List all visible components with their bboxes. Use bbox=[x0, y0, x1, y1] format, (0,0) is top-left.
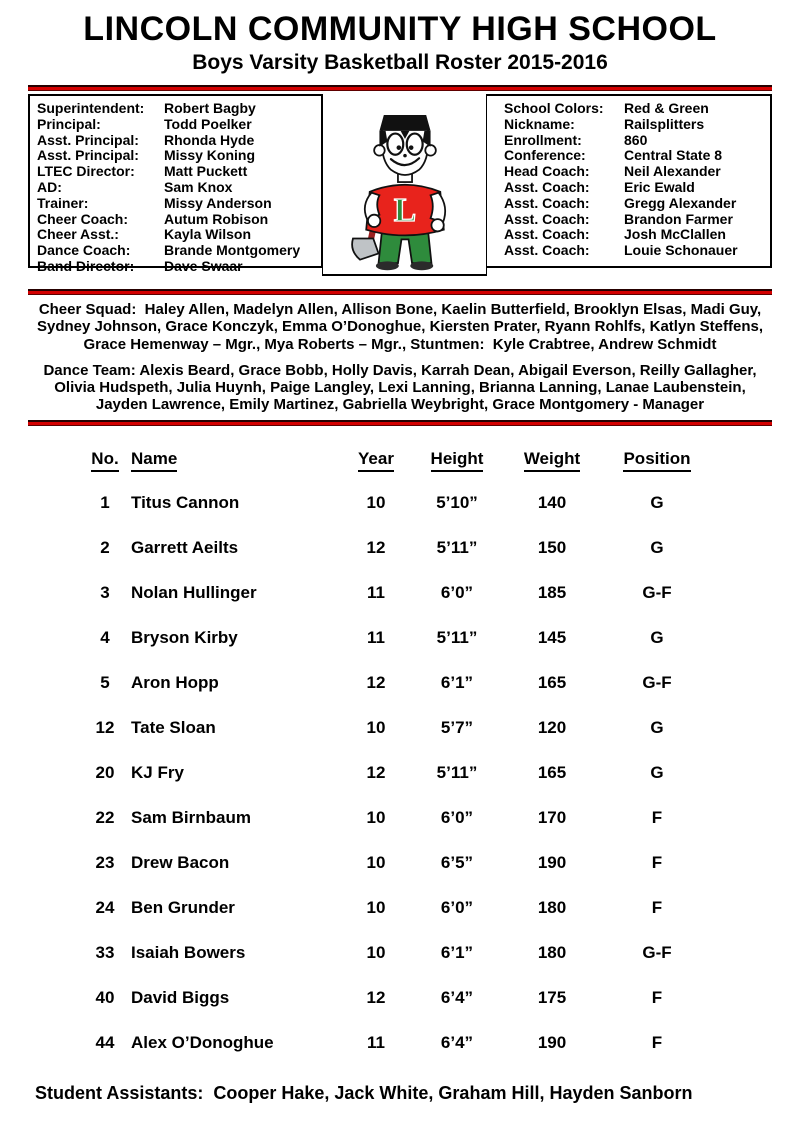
table-row bbox=[85, 628, 800, 648]
player-year: 10 bbox=[366, 492, 386, 512]
player-year: 10 bbox=[366, 897, 386, 917]
school-info-row bbox=[504, 212, 766, 228]
table-row bbox=[85, 898, 800, 918]
player-weight: 180 bbox=[537, 897, 567, 917]
mascot-letter: L bbox=[393, 191, 416, 229]
player-name: Drew Bacon bbox=[131, 852, 230, 872]
staff-value: Todd Poelker bbox=[164, 115, 252, 132]
player-name: Garrett Aeilts bbox=[131, 537, 239, 557]
player-position: F bbox=[651, 807, 663, 827]
divider-bar-top bbox=[28, 85, 772, 91]
page-title: LINCOLN COMMUNITY HIGH SCHOOL bbox=[83, 10, 717, 48]
staff-label: Dance Coach: bbox=[37, 242, 131, 259]
player-weight: 165 bbox=[537, 672, 567, 692]
school-info-row bbox=[504, 180, 766, 196]
table-row bbox=[85, 1033, 800, 1053]
player-position: G-F bbox=[642, 582, 672, 602]
school-info-label: Asst. Coach: bbox=[504, 226, 590, 243]
player-name: Alex O’Donoghue bbox=[131, 1032, 274, 1052]
staff-label: Cheer Coach: bbox=[37, 210, 129, 227]
player-height: 5’7” bbox=[440, 717, 474, 737]
staff-label: Principal: bbox=[37, 115, 101, 132]
header-year: Year bbox=[349, 449, 403, 472]
player-year: 11 bbox=[367, 1032, 385, 1052]
staff-row bbox=[37, 148, 317, 164]
player-year: 10 bbox=[366, 807, 386, 827]
player-height: 5’11” bbox=[436, 762, 478, 782]
player-height: 6’0” bbox=[440, 807, 474, 827]
staff-label: Asst. Principal: bbox=[37, 147, 139, 164]
school-info-label: School Colors: bbox=[504, 100, 604, 116]
header-position: Position bbox=[611, 449, 703, 472]
school-info-row bbox=[504, 101, 766, 117]
player-height: 6’0” bbox=[440, 897, 474, 917]
player-number: 24 bbox=[95, 897, 115, 917]
player-year: 12 bbox=[366, 537, 386, 557]
player-number: 2 bbox=[100, 537, 110, 557]
school-info-label: Asst. Coach: bbox=[504, 210, 590, 227]
staff-row bbox=[37, 196, 317, 212]
school-info-list bbox=[487, 94, 772, 268]
table-row bbox=[85, 538, 800, 558]
player-name: Bryson Kirby bbox=[131, 627, 238, 647]
header-no: No. bbox=[85, 449, 125, 472]
roster-table bbox=[85, 449, 800, 1053]
school-info-label: Enrollment: bbox=[504, 131, 582, 148]
player-height: 5’10” bbox=[436, 492, 478, 512]
school-info-value: Gregg Alexander bbox=[624, 194, 737, 211]
info-box bbox=[28, 94, 772, 276]
school-info-label: Conference: bbox=[504, 147, 586, 164]
staff-value: Robert Bagby bbox=[164, 100, 256, 116]
player-name: KJ Fry bbox=[131, 762, 184, 782]
school-info-value: 860 bbox=[624, 131, 648, 148]
player-position: F bbox=[651, 897, 663, 917]
staff-value: Autum Robison bbox=[164, 210, 269, 227]
staff-row bbox=[37, 227, 317, 243]
player-number: 23 bbox=[95, 852, 115, 872]
school-info-row bbox=[504, 164, 766, 180]
player-height: 6’5” bbox=[440, 852, 474, 872]
player-number: 44 bbox=[95, 1032, 115, 1052]
player-position: G bbox=[650, 762, 664, 782]
player-weight: 185 bbox=[537, 582, 567, 602]
staff-value: Dave Swaar bbox=[164, 257, 243, 274]
staff-value: Sam Knox bbox=[164, 178, 233, 195]
school-info-row bbox=[504, 148, 766, 164]
table-row bbox=[85, 583, 800, 603]
table-row bbox=[85, 673, 800, 693]
staff-list bbox=[28, 94, 322, 274]
staff-value: Kayla Wilson bbox=[164, 226, 252, 243]
school-info-value: Josh McClallen bbox=[624, 226, 726, 243]
table-row bbox=[85, 718, 800, 738]
school-info-row bbox=[504, 243, 766, 259]
player-weight: 180 bbox=[537, 942, 567, 962]
dance-team-text: Dance Team: Alexis Beard, Grace Bobb, Holly Davis, Karrah Dean, Abigail Everson, Reilly Gallagher, Olivia Hudspeth, Julia Huynh, Paige Langley, Lexi Lanning, Brianna Lanning, Lanae Laubenstein, Jayden Lawrence, Emily Martinez, Gabriella Weybright, Grace Montgomery - Manager bbox=[43, 361, 761, 414]
player-position: F bbox=[651, 1032, 663, 1052]
staff-value: Rhonda Hyde bbox=[164, 131, 255, 148]
table-row bbox=[85, 763, 800, 783]
player-number: 12 bbox=[95, 717, 115, 737]
school-info-value: Neil Alexander bbox=[624, 163, 721, 180]
school-info-value: Louie Schonauer bbox=[624, 242, 738, 259]
school-info-row bbox=[504, 196, 766, 212]
player-year: 12 bbox=[366, 672, 386, 692]
player-number: 4 bbox=[100, 627, 110, 647]
school-info-label: Nickname: bbox=[504, 115, 575, 132]
player-name: Titus Cannon bbox=[131, 492, 240, 512]
table-row bbox=[85, 808, 800, 828]
player-position: F bbox=[651, 987, 663, 1007]
staff-value: Missy Koning bbox=[164, 147, 256, 164]
player-height: 6’1” bbox=[440, 672, 474, 692]
staff-label: Band Director: bbox=[37, 257, 135, 274]
player-height: 6’4” bbox=[440, 1032, 474, 1052]
player-position: G bbox=[650, 717, 664, 737]
player-year: 11 bbox=[367, 582, 385, 602]
player-name: Aron Hopp bbox=[131, 672, 219, 692]
table-row bbox=[85, 943, 800, 963]
school-info-value: Eric Ewald bbox=[624, 178, 695, 195]
table-row bbox=[85, 853, 800, 873]
player-weight: 145 bbox=[537, 627, 567, 647]
player-year: 10 bbox=[366, 942, 386, 962]
staff-value: Brande Montgomery bbox=[164, 242, 301, 259]
player-name: Sam Birnbaum bbox=[131, 807, 251, 827]
player-year: 12 bbox=[366, 987, 386, 1007]
school-info-value: Central State 8 bbox=[624, 147, 723, 164]
roster-header-row bbox=[85, 449, 800, 472]
header-height: Height bbox=[407, 449, 507, 472]
player-number: 5 bbox=[100, 672, 110, 692]
player-name: David Biggs bbox=[131, 987, 230, 1007]
staff-row bbox=[37, 101, 317, 117]
player-name: Tate Sloan bbox=[131, 717, 216, 737]
staff-label: Cheer Asst.: bbox=[37, 226, 119, 243]
player-height: 5’11” bbox=[436, 627, 478, 647]
divider-bar-bottom bbox=[28, 420, 772, 426]
school-info-label: Asst. Coach: bbox=[504, 178, 590, 195]
player-height: 6’1” bbox=[440, 942, 474, 962]
staff-row bbox=[37, 133, 317, 149]
player-position: F bbox=[651, 852, 663, 872]
school-info-row bbox=[504, 227, 766, 243]
staff-label: LTEC Director: bbox=[37, 163, 135, 180]
staff-row bbox=[37, 164, 317, 180]
player-number: 3 bbox=[100, 582, 110, 602]
school-info-row bbox=[504, 133, 766, 149]
staff-row bbox=[37, 117, 317, 133]
player-name: Nolan Hullinger bbox=[131, 582, 257, 602]
school-info-row bbox=[504, 117, 766, 133]
player-year: 12 bbox=[366, 762, 386, 782]
school-info-value: Red & Green bbox=[624, 100, 709, 116]
header-name: Name bbox=[131, 449, 349, 472]
player-weight: 140 bbox=[537, 492, 567, 512]
staff-value: Missy Anderson bbox=[164, 194, 272, 211]
player-number: 1 bbox=[100, 492, 110, 512]
staff-label: Asst. Principal: bbox=[37, 131, 139, 148]
player-height: 6’4” bbox=[440, 987, 474, 1007]
player-number: 33 bbox=[95, 942, 115, 962]
player-position: G bbox=[650, 492, 664, 512]
player-position: G-F bbox=[642, 672, 672, 692]
player-number: 40 bbox=[95, 987, 115, 1007]
player-name: Isaiah Bowers bbox=[131, 942, 246, 962]
player-year: 10 bbox=[366, 717, 386, 737]
page-subtitle: Boys Varsity Basketball Roster 2015-2016 bbox=[192, 51, 608, 74]
mascot-cell bbox=[322, 94, 487, 276]
cheer-squad-text: Cheer Squad: Haley Allen, Madelyn Allen, Allison Bone, Kaelin Butterfield, Brooklyn Elsas, Madi Guy, Sydney Johnson, Grace Konczyk, Emma O’Donoghue, Kiersten Prater, Ryann Rohlfs, Katlyn Steffens, Grace Hemenway – Mgr., Mya Roberts – Mgr., Stuntmen: Kyle Crabtree, Andrew Schmidt bbox=[36, 301, 768, 353]
player-weight: 120 bbox=[537, 717, 567, 737]
player-weight: 190 bbox=[537, 1032, 567, 1052]
player-weight: 190 bbox=[537, 852, 567, 872]
player-year: 10 bbox=[366, 852, 386, 872]
player-number: 20 bbox=[95, 762, 115, 782]
staff-label: AD: bbox=[37, 178, 62, 195]
staff-row bbox=[37, 259, 317, 275]
player-name: Ben Grunder bbox=[131, 897, 235, 917]
student-assistants-text: Student Assistants: Cooper Hake, Jack White, Graham Hill, Hayden Sanborn bbox=[35, 1082, 693, 1103]
header-weight: Weight bbox=[507, 449, 597, 472]
player-weight: 175 bbox=[537, 987, 567, 1007]
player-position: G-F bbox=[642, 942, 672, 962]
player-height: 6’0” bbox=[440, 582, 474, 602]
player-weight: 165 bbox=[537, 762, 567, 782]
player-year: 11 bbox=[367, 627, 385, 647]
railsplitter-mascot-icon bbox=[336, 108, 474, 272]
player-weight: 150 bbox=[537, 537, 567, 557]
table-row bbox=[85, 493, 800, 513]
player-number: 22 bbox=[95, 807, 115, 827]
school-info-value: Railsplitters bbox=[624, 115, 705, 132]
divider-bar-middle bbox=[28, 289, 772, 295]
player-height: 5’11” bbox=[436, 537, 478, 557]
player-position: G bbox=[650, 537, 664, 557]
staff-value: Matt Puckett bbox=[164, 163, 248, 180]
staff-label: Superintendent: bbox=[37, 100, 145, 116]
staff-row bbox=[37, 212, 317, 228]
staff-row bbox=[37, 243, 317, 259]
school-info-label: Asst. Coach: bbox=[504, 194, 590, 211]
school-info-label: Asst. Coach: bbox=[504, 242, 590, 259]
player-position: G bbox=[650, 627, 664, 647]
school-info-label: Head Coach: bbox=[504, 163, 590, 180]
school-info-value: Brandon Farmer bbox=[624, 210, 733, 227]
staff-label: Trainer: bbox=[37, 194, 89, 211]
staff-row bbox=[37, 180, 317, 196]
player-weight: 170 bbox=[537, 807, 567, 827]
table-row bbox=[85, 988, 800, 1008]
